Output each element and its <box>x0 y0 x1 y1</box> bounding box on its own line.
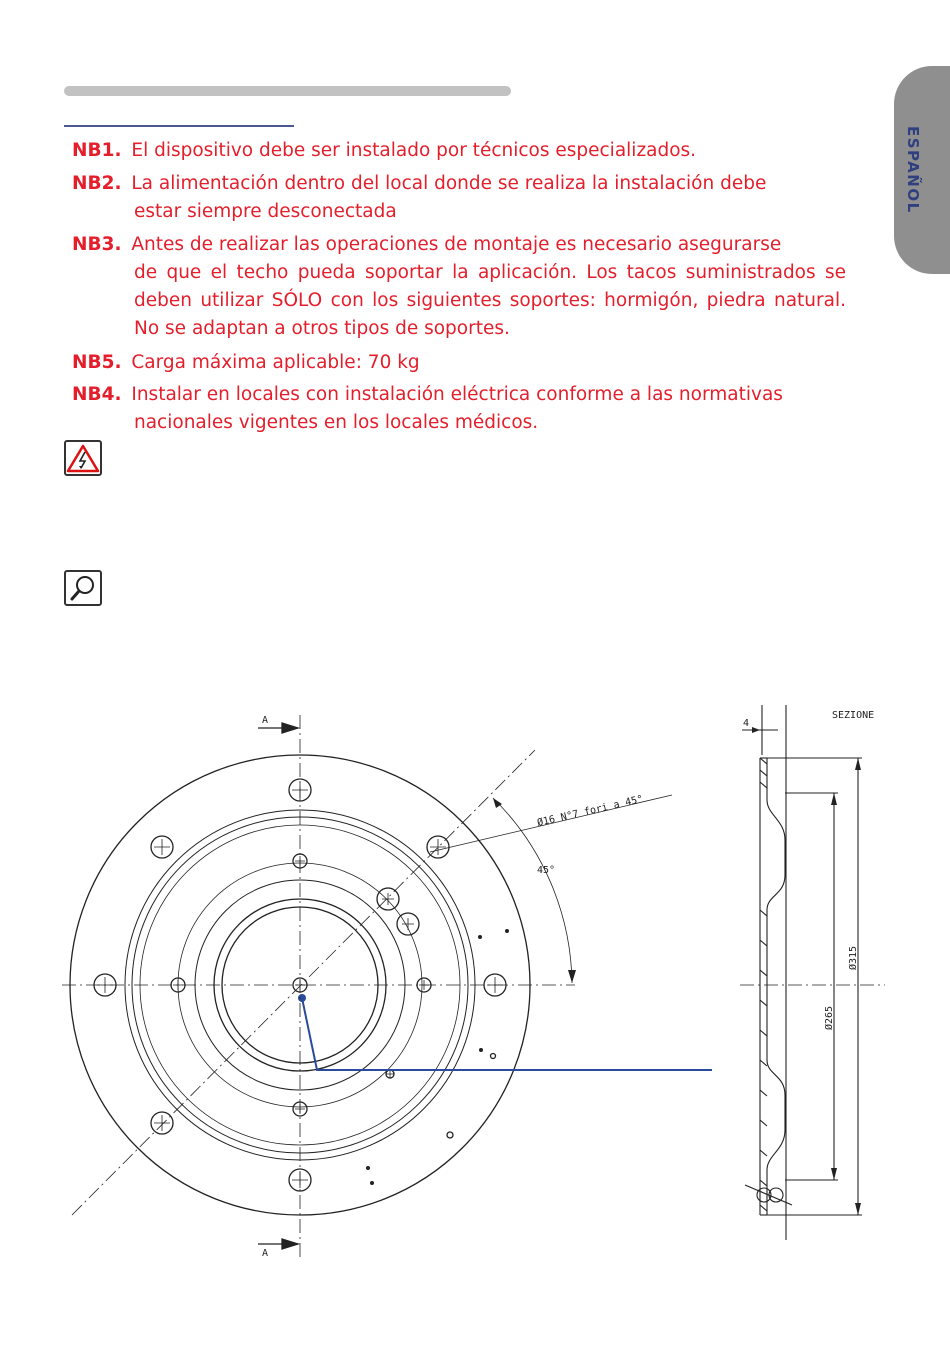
note-text: El dispositivo debe ser instalado por técnicos especializados. <box>131 140 697 161</box>
section-mark-top: A <box>262 715 269 726</box>
technical-drawing <box>0 680 950 1280</box>
note-nb4 <box>72 381 846 437</box>
thickness-label: 4 <box>743 718 750 729</box>
note-id: NB1. <box>72 140 122 161</box>
note-id: NB4. <box>72 384 122 405</box>
note-nb3 <box>72 231 846 343</box>
note-text-continued: nacionales vigentes en los locales médicos. <box>134 412 539 433</box>
note-text: Carga máxima aplicable: 70 kg <box>131 352 420 373</box>
magnifier-icon <box>64 570 102 606</box>
section-mark-bottom: A <box>262 1248 269 1259</box>
note-nb5 <box>72 349 846 377</box>
note-nb1 <box>72 137 846 165</box>
electric-hazard-icon <box>64 440 102 476</box>
header-bar <box>64 86 511 96</box>
inner-diameter-label: Ø265 <box>824 1005 835 1030</box>
note-text-continued: estar siempre desconectada <box>134 201 397 222</box>
section-title: SEZIONE <box>832 710 875 721</box>
angle-label: 45° <box>537 865 556 876</box>
holes-label: Ø16 N°7 fori a 45° <box>536 793 645 829</box>
note-nb2 <box>72 170 846 226</box>
note-text: Instalar en locales con instalación eléctrica conforme a las normativas <box>131 384 783 405</box>
note-text: La alimentación dentro del local donde se realiza la instalación debe <box>131 173 767 194</box>
note-text: Antes de realizar las operaciones de montaje es necesario asegurarse <box>131 234 782 255</box>
note-text-continued: de que el techo pueda soportar la aplicación. Los tacos suministrados se deben utilizar SÓLO con los siguientes soportes: hormigón, piedra natural. No se adaptan a otros tipos de soportes. <box>134 262 846 339</box>
note-id: NB2. <box>72 173 122 194</box>
note-id: NB3. <box>72 234 122 255</box>
header-underline <box>64 125 294 127</box>
language-tab[interactable] <box>894 66 950 274</box>
language-tab-label: ESPAÑOL <box>904 126 922 214</box>
outer-diameter-label: Ø315 <box>848 945 859 970</box>
note-id: NB5. <box>72 352 122 373</box>
